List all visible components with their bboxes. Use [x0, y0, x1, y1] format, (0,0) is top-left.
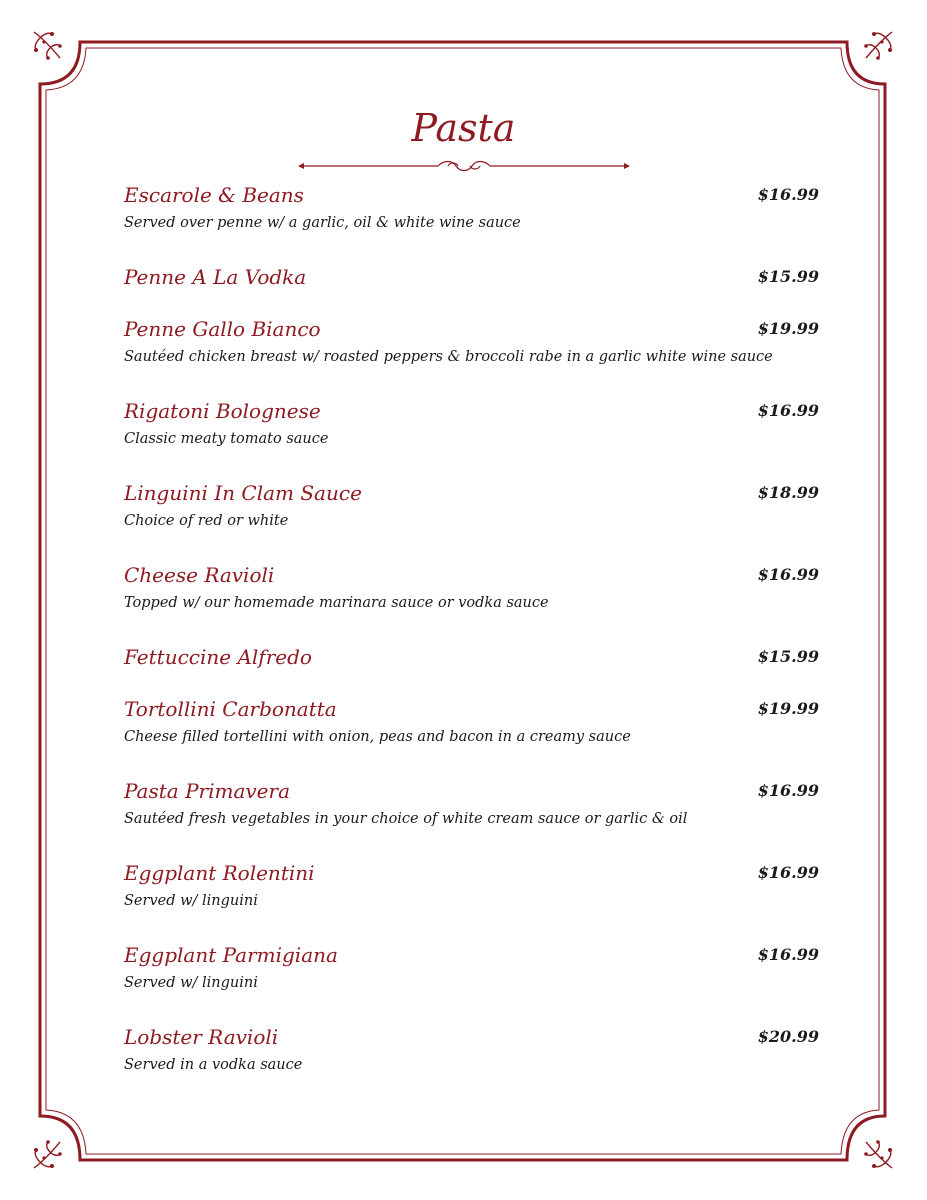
menu-item-name: Cheese Ravioli [124, 563, 275, 587]
menu-item-price: $16.99 [757, 401, 819, 420]
menu-item-header [124, 396, 819, 426]
menu-item-name: Lobster Ravioli [124, 1025, 279, 1049]
menu-item-price: $19.99 [757, 699, 819, 718]
menu-item-header [124, 262, 819, 292]
menu-item-price: $15.99 [757, 267, 819, 286]
menu-item [124, 940, 819, 996]
menu-item-header [124, 180, 819, 210]
menu-item [124, 1022, 819, 1078]
menu-item-header [124, 314, 819, 344]
menu-item-price: $16.99 [757, 565, 819, 584]
menu-item-header [124, 694, 819, 724]
menu-item-name: Fettuccine Alfredo [124, 645, 312, 669]
menu-item [124, 694, 819, 750]
menu-item-header [124, 858, 819, 888]
menu-item-description: Topped w/ our homemade marinara sauce or vodka sauce [124, 595, 549, 611]
menu-item [124, 560, 819, 616]
menu-item-name: Pasta Primavera [124, 779, 290, 803]
menu-item [124, 180, 819, 236]
menu-item-header [124, 1022, 819, 1052]
floral-corner-icon [30, 28, 64, 62]
menu-item-description: Sautéed chicken breast w/ roasted peppers & broccoli rabe in a garlic white wine sauce [124, 349, 773, 365]
menu-item [124, 776, 819, 832]
menu-item-name: Eggplant Parmigiana [124, 943, 338, 967]
page-title: Pasta [411, 106, 516, 150]
menu-item-name: Penne A La Vodka [124, 265, 307, 289]
menu-item-description: Served over penne w/ a garlic, oil & white wine sauce [124, 215, 521, 231]
menu-item-header [124, 776, 819, 806]
menu-item-price: $15.99 [757, 647, 819, 666]
menu-item-name: Tortollini Carbonatta [124, 697, 337, 721]
menu-list [124, 180, 819, 1104]
menu-item-price: $16.99 [757, 781, 819, 800]
menu-item [124, 396, 819, 452]
menu-item [124, 262, 819, 292]
floral-corner-icon [862, 1138, 896, 1172]
menu-item-price: $19.99 [757, 319, 819, 338]
menu-item-description: Served w/ linguini [124, 893, 258, 909]
menu-item-name: Rigatoni Bolognese [124, 399, 321, 423]
menu-item-header [124, 940, 819, 970]
menu-item-header [124, 478, 819, 508]
menu-item-price: $18.99 [757, 483, 819, 502]
menu-item-description: Sautéed fresh vegetables in your choice of white cream sauce or garlic & oil [124, 811, 688, 827]
menu-item [124, 642, 819, 672]
menu-item-description: Served in a vodka sauce [124, 1057, 303, 1073]
menu-item-description: Served w/ linguini [124, 975, 258, 991]
menu-item [124, 858, 819, 914]
menu-item-description: Choice of red or white [124, 513, 289, 529]
scroll-divider-icon [298, 158, 630, 174]
menu-item-price: $16.99 [757, 863, 819, 882]
floral-corner-icon [30, 1138, 64, 1172]
menu-item-header [124, 560, 819, 590]
menu-item-name: Penne Gallo Bianco [124, 317, 321, 341]
menu-item-price: $16.99 [757, 945, 819, 964]
menu-item-description: Classic meaty tomato sauce [124, 431, 329, 447]
menu-item [124, 314, 819, 370]
floral-corner-icon [862, 28, 896, 62]
menu-item-description: Cheese filled tortellini with onion, peas and bacon in a creamy sauce [124, 729, 631, 745]
menu-item-price: $16.99 [757, 185, 819, 204]
menu-item-price: $20.99 [757, 1027, 819, 1046]
menu-item-name: Escarole & Beans [124, 183, 304, 207]
menu-item-name: Linguini In Clam Sauce [124, 481, 362, 505]
menu-item-name: Eggplant Rolentini [124, 861, 315, 885]
menu-item-header [124, 642, 819, 672]
menu-item [124, 478, 819, 534]
